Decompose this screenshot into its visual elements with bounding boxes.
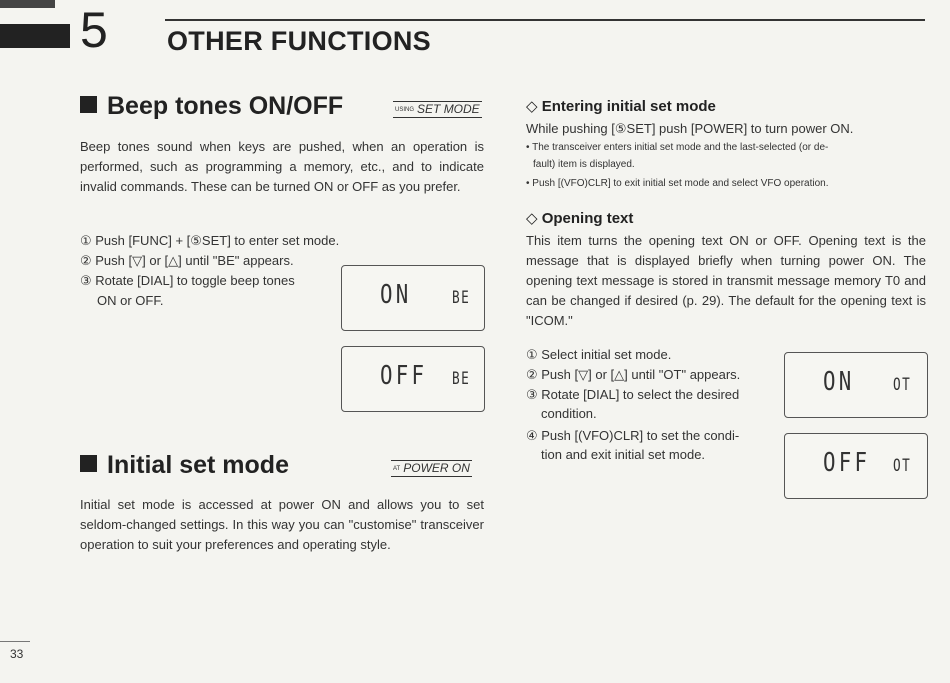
chapter-title: OTHER FUNCTIONS — [167, 26, 431, 56]
lcd-main-text: ON — [823, 367, 855, 397]
entering-bullet-2: • Push [(VFO)CLR] to exit initial set mode and select VFO operation. — [526, 178, 829, 189]
entering-title: ◇ Entering initial set mode — [526, 98, 716, 115]
opening-title: ◇ Opening text — [526, 210, 634, 227]
beep-step-3-cont: ON or OFF. — [97, 293, 164, 308]
opening-paragraph: This item turns the opening text ON or OFF. Opening text is the message that is displayed briefly when turning power ON. The opening text message is stored in transmit message memory T0 and can be changed if desired (p. 29). The default for the opening text is "ICOM." — [526, 233, 926, 328]
lcd-sub-text: BE — [452, 288, 471, 308]
lcd-main-text: ON — [380, 280, 412, 310]
initial-paragraph: Initial set mode is accessed at power ON and allows you to set seldom-changed settings. In this way you can "customise" transceiver operation to suit your preferences and operating style. — [80, 497, 484, 552]
beep-step-2: ② Push [▽] or [△] until "BE" appears. — [80, 253, 294, 268]
initial-mode-tag: AT POWER ON — [393, 461, 470, 475]
chapter-number: 5 — [80, 2, 108, 58]
lcd-opening-on — [784, 352, 928, 418]
opening-step-3-cont: condition. — [541, 406, 597, 421]
lcd-sub-text: OT — [893, 375, 912, 395]
lcd-sub-text: OT — [893, 456, 912, 476]
beep-step-1: ① Push [FUNC] + [⑤SET] to enter set mode. — [80, 233, 340, 248]
lcd-beep-off — [341, 346, 485, 412]
chapter-tab — [0, 24, 70, 48]
opening-step-1: ① Select initial set mode. — [526, 347, 672, 362]
opening-step-3: ③ Rotate [DIAL] to select the desired — [526, 387, 740, 402]
entering-bullet-1-cont: fault) item is displayed. — [533, 159, 635, 170]
chapter-tab-top — [0, 0, 55, 8]
lcd-opening-off — [784, 433, 928, 499]
section-square-icon — [80, 96, 97, 113]
lcd-beep-on — [341, 265, 485, 331]
beep-mode-tag: USING SET MODE — [395, 102, 480, 116]
page-rule — [0, 641, 30, 642]
chapter-rule — [165, 19, 925, 21]
lcd-sub-text: BE — [452, 369, 471, 389]
initial-section-title: Initial set mode — [80, 451, 289, 480]
section-square-icon — [80, 455, 97, 472]
opening-step-4: ④ Push [(VFO)CLR] to set the condi- — [526, 428, 740, 443]
beep-section-title: Beep tones ON/OFF — [80, 92, 343, 121]
beep-paragraph: Beep tones sound when keys are pushed, when an operation is performed, such as programming a memory, etc., and to indicate invalid commands. These can be turned ON or OFF as you prefer. — [80, 139, 484, 194]
opening-step-4-cont: tion and exit initial set mode. — [541, 447, 706, 462]
page-number: 33 — [10, 647, 24, 661]
entering-text: While pushing [⑤SET] push [POWER] to turn power ON. — [526, 121, 854, 136]
beep-step-3: ③ Rotate [DIAL] to toggle beep tones — [80, 273, 295, 288]
entering-bullet-1: • The transceiver enters initial set mode and the last-selected (or de- — [526, 142, 829, 153]
lcd-main-text: OFF — [823, 448, 871, 478]
opening-step-2: ② Push [▽] or [△] until "OT" appears. — [526, 367, 741, 382]
lcd-main-text: OFF — [380, 361, 428, 391]
